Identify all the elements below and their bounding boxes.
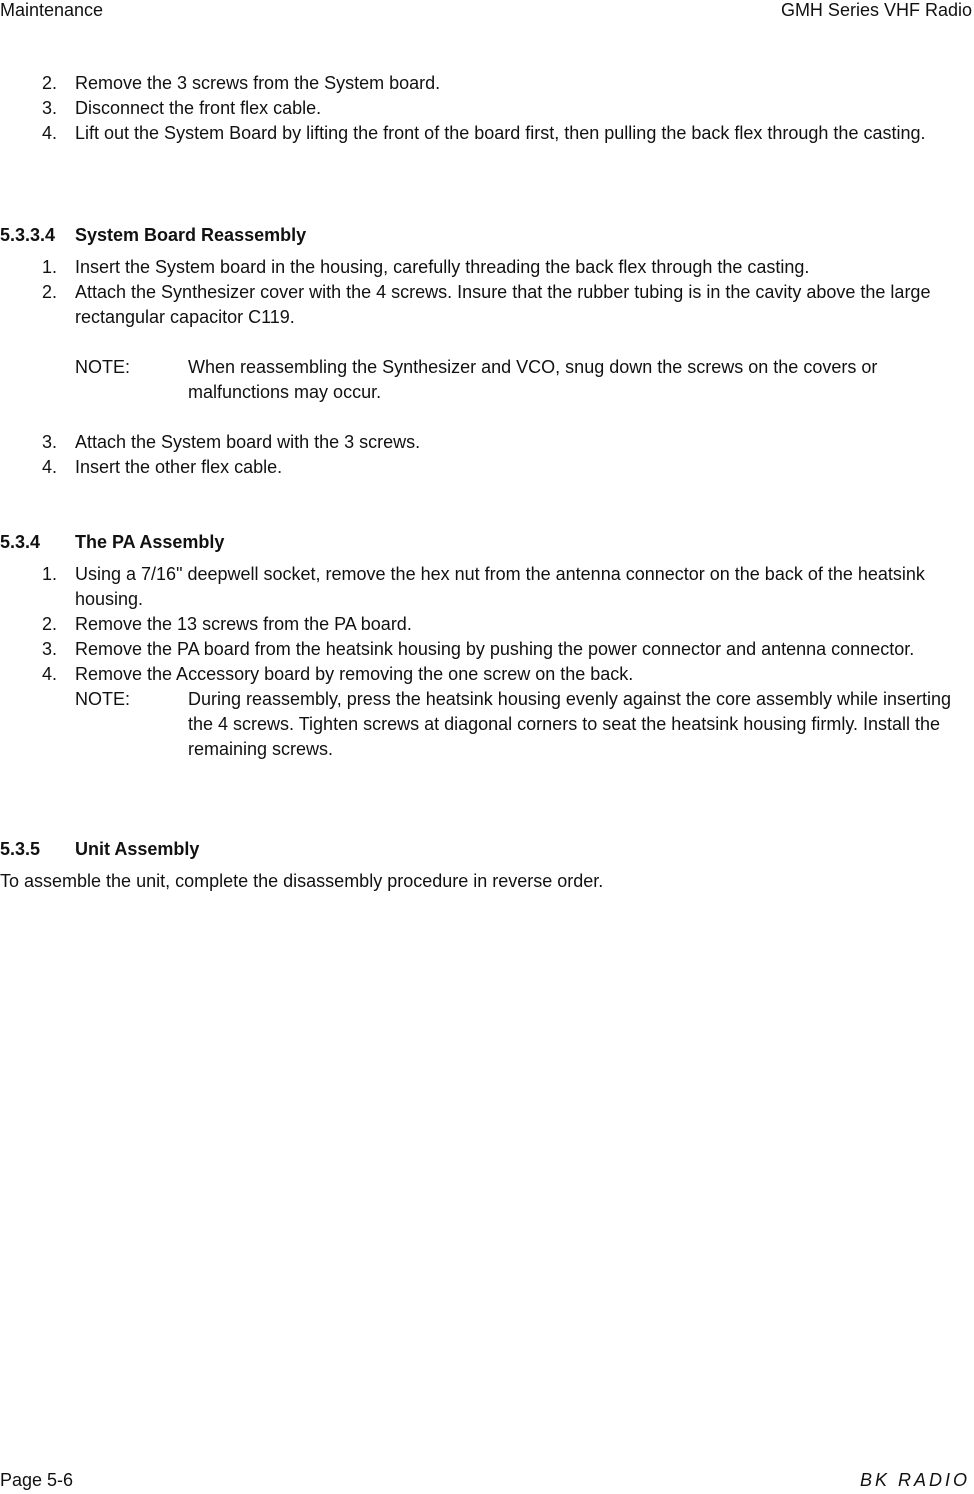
list-item (0, 612, 974, 637)
list-item-text: Lift out the System Board by lifting the front of the board first, then pulling the back flex through the casting. (75, 123, 926, 143)
list-item-text: Attach the Synthesizer cover with the 4 screws. Insure that the rubber tubing is in the cavity above the large rectangular capacitor C119. (75, 282, 931, 327)
list-item-number: 1. (42, 257, 58, 277)
section-heading (0, 530, 974, 555)
list-item (0, 280, 974, 330)
list-item-text: Remove the PA board from the heatsink housing by pushing the power connector and antenna connector. (75, 639, 915, 659)
header-document-title: GMH Series VHF Radio (780, 0, 972, 20)
list-item (0, 255, 974, 280)
list-item-number: 2. (42, 614, 58, 634)
list-item (0, 96, 974, 121)
list-item (0, 562, 974, 612)
intro-steps-list (0, 71, 974, 146)
list-item (0, 430, 974, 455)
list-item (0, 71, 974, 96)
list-item-number: 2. (42, 282, 58, 302)
section-pa-assembly (0, 530, 974, 762)
note-block (0, 355, 974, 405)
section-unit-assembly (0, 837, 974, 894)
note-label: NOTE: (75, 357, 131, 377)
section-title: The PA Assembly (75, 532, 225, 552)
list-item-text: Remove the 13 screws from the PA board. (75, 614, 412, 634)
list-item-text: Attach the System board with the 3 screws. (75, 432, 421, 452)
header-section-title: Maintenance (0, 0, 104, 20)
list-item-text: Using a 7/16" deepwell socket, remove the hex nut from the antenna connector on the back of the heatsink housing. (75, 564, 925, 609)
list-item-number: 3. (42, 639, 58, 659)
list-item (0, 662, 974, 687)
list-item (0, 455, 974, 480)
list-item-number: 4. (42, 123, 58, 143)
footer-page-number: Page 5-6 (0, 1470, 74, 1490)
section-system-board-reassembly (0, 223, 974, 480)
note-label: NOTE: (75, 689, 131, 709)
list-item-number: 4. (42, 457, 58, 477)
list-item-text: Insert the other flex cable. (75, 457, 283, 477)
list-item-text: Insert the System board in the housing, carefully threading the back flex through the casting. (75, 257, 810, 277)
section-heading (0, 837, 974, 862)
body-paragraph: To assemble the unit, complete the disassembly procedure in reverse order. (0, 871, 604, 891)
list-item-number: 1. (42, 564, 58, 584)
list-item-text: Remove the 3 screws from the System board. (75, 73, 441, 93)
section-number: 5.3.4 (0, 532, 41, 552)
list-item (0, 121, 974, 146)
note-text: When reassembling the Synthesizer and VCO, snug down the screws on the covers or malfunctions may occur. (188, 357, 878, 402)
list-item-number: 2. (42, 73, 58, 93)
list-item-text: Disconnect the front flex cable. (75, 98, 322, 118)
section-number: 5.3.5 (0, 839, 41, 859)
section-number: 5.3.3.4 (0, 225, 56, 245)
list-item (0, 637, 974, 662)
list-item-number: 3. (42, 98, 58, 118)
note-block (0, 687, 974, 762)
list-item-number: 4. (42, 664, 58, 684)
list-item-text: Remove the Accessory board by removing the one screw on the back. (75, 664, 634, 684)
footer-brand: BK RADIO (859, 1470, 970, 1490)
section-title: System Board Reassembly (75, 225, 307, 245)
section-title: Unit Assembly (75, 839, 200, 859)
section-heading (0, 223, 974, 248)
list-item-number: 3. (42, 432, 58, 452)
note-text: During reassembly, press the heatsink housing evenly against the core assembly while inserting the 4 screws. Tighten screws at diagonal corners to seat the heatsink housing firmly. Install the remaining screws. (188, 689, 952, 759)
